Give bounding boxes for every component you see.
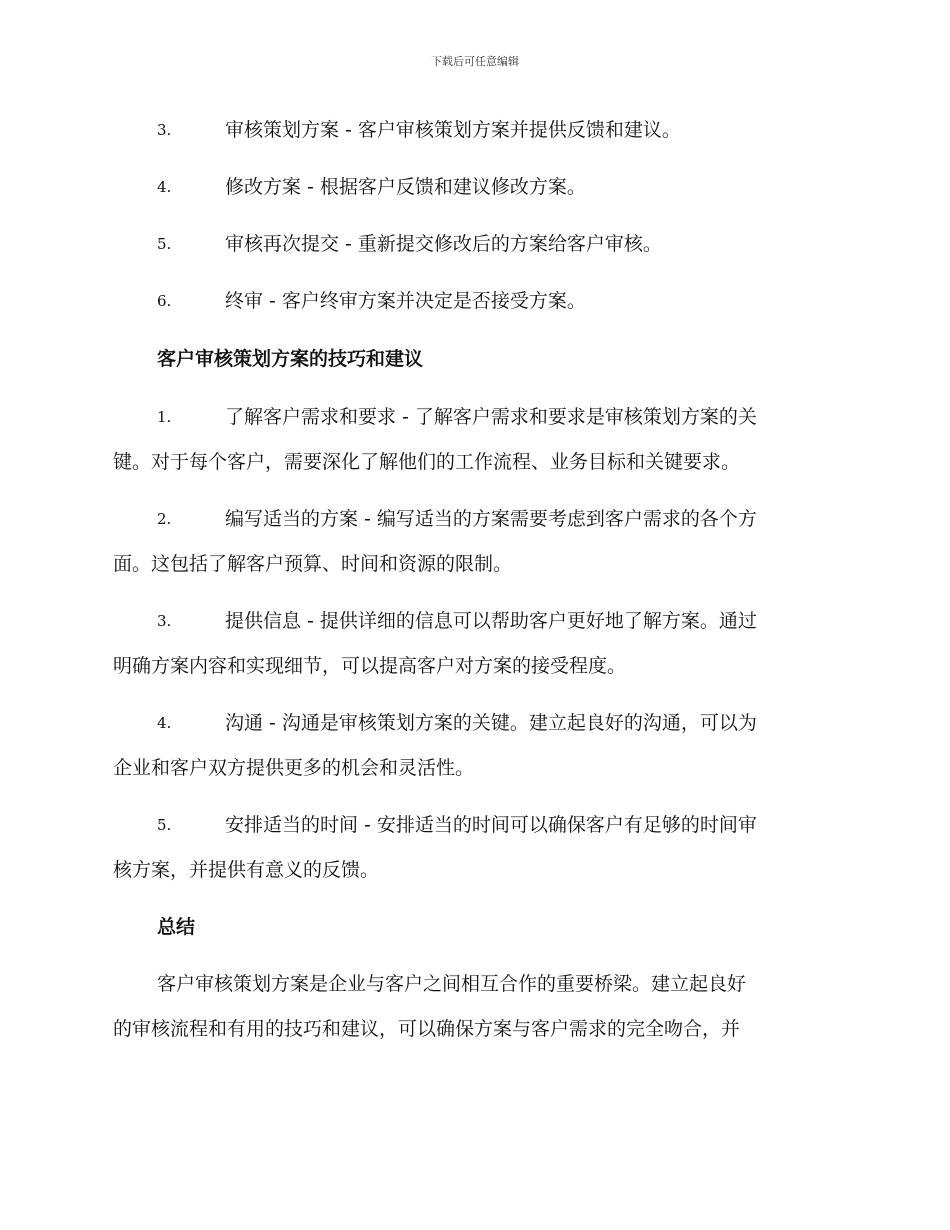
tip-item-line2: 键。对于每个客户，需要深化了解他们的工作流程、业务目标和关键要求。: [113, 451, 741, 473]
tip-item-line1: 编写适当的方案 - 编写适当的方案需要考虑到客户需求的各个方: [225, 508, 757, 530]
summary-paragraph-line1: 客户审核策划方案是企业与客户之间相互合作的重要桥梁。建立起良好: [157, 973, 747, 995]
tip-item-line2: 明确方案内容和实现细节，可以提高客户对方案的接受程度。: [113, 655, 627, 677]
section-heading-summary: 总结: [157, 916, 196, 938]
tip-item-line1: 安排适当的时间 - 安排适当的时间可以确保客户有足够的时间审: [225, 814, 757, 836]
tip-item-line1: 沟通 - 沟通是审核策划方案的关键。建立起良好的沟通，可以为: [225, 712, 757, 734]
tip-item-line2: 面。这包括了解客户预算、时间和资源的限制。: [113, 553, 513, 575]
section-heading-tips: 客户审核策划方案的技巧和建议: [157, 348, 424, 370]
list-item-text: 修改方案 - 根据客户反馈和建议修改方案。: [225, 176, 586, 198]
list-item-text: 审核策划方案 - 客户审核策划方案并提供反馈和建议。: [225, 119, 681, 141]
tip-item-number: 3.: [157, 612, 172, 630]
tip-item-number: 5.: [157, 816, 172, 834]
summary-paragraph-line2: 的审核流程和有用的技巧和建议，可以确保方案与客户需求的完全吻合，并: [113, 1018, 741, 1040]
list-item-text: 审核再次提交 - 重新提交修改后的方案给客户审核。: [225, 233, 662, 255]
tip-item-number: 2.: [157, 510, 172, 528]
tip-item-line2: 核方案，并提供有意义的反馈。: [113, 859, 380, 881]
tip-item-line2: 企业和客户双方提供更多的机会和灵活性。: [113, 757, 475, 779]
list-item-number: 5.: [157, 235, 172, 253]
tip-item-line1: 了解客户需求和要求 - 了解客户需求和要求是审核策划方案的关: [225, 406, 757, 428]
page-header-note: 下载后可任意编辑: [431, 55, 519, 68]
tip-item-line1: 提供信息 - 提供详细的信息可以帮助客户更好地了解方案。通过: [225, 610, 757, 632]
list-item-text: 终审 - 客户终审方案并决定是否接受方案。: [225, 290, 586, 312]
list-item-number: 4.: [157, 178, 172, 196]
list-item-number: 6.: [157, 292, 172, 310]
tip-item-number: 4.: [157, 714, 172, 732]
list-item-number: 3.: [157, 121, 172, 139]
tip-item-number: 1.: [157, 408, 172, 426]
